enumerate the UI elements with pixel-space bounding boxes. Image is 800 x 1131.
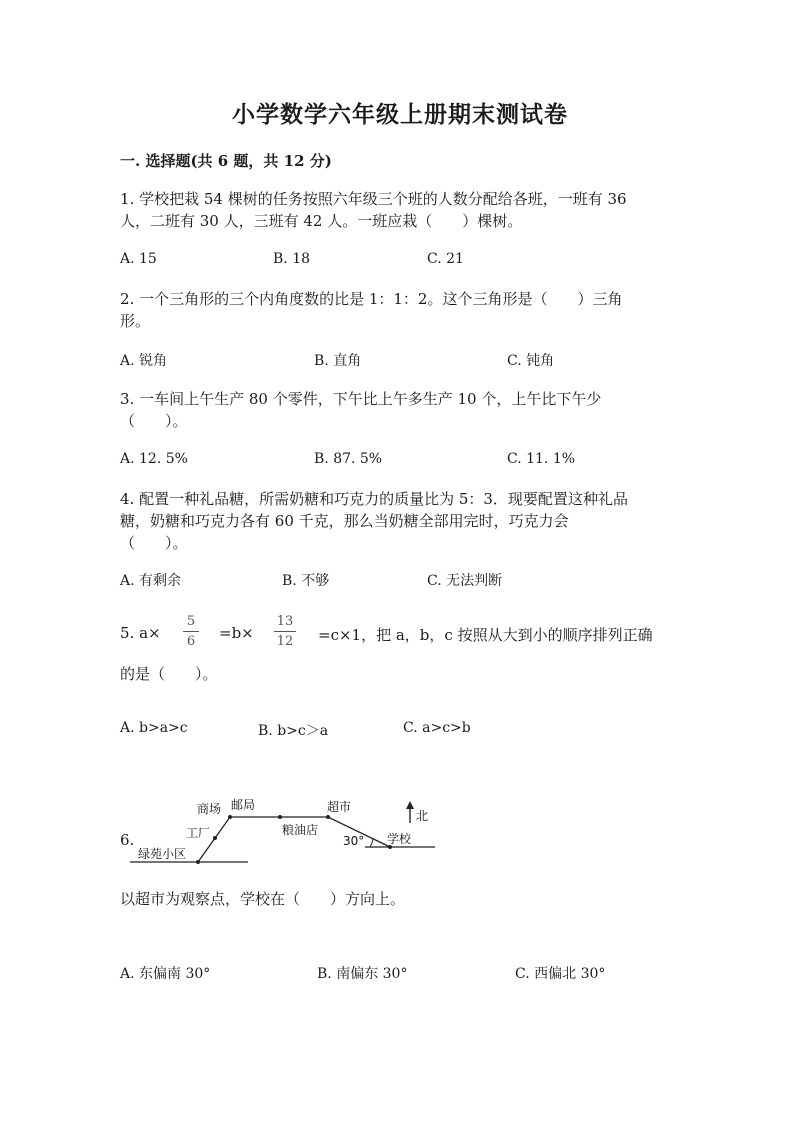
angle-arc <box>370 838 373 847</box>
question-4-line-3: （ ）。 <box>120 534 188 552</box>
question-1-option-b: B. 18 <box>273 251 311 267</box>
page-title: 小学数学六年级上册期末测试卷 <box>232 101 568 128</box>
label-school: 学校 <box>387 832 412 846</box>
question-4-option-a: A. 有剩余 <box>120 573 182 589</box>
question-1-line-1: 1. 学校把栽 54 棵树的任务按照六年级三个班的人数分配给各班，一班有 36 <box>120 190 627 208</box>
question-3-line-2: （ ）。 <box>120 412 188 430</box>
fraction-2-bar <box>274 631 296 632</box>
question-4-line-2: 糖，奶糖和巧克力各有 60 千克，那么当奶糖全部用完时，巧克力会 <box>120 512 569 530</box>
question-2-line-2: 形。 <box>120 312 151 330</box>
question-1-option-a: A. 15 <box>120 251 157 267</box>
question-2 <box>120 288 680 332</box>
fraction-1-numerator: 5 <box>186 614 196 629</box>
north-arrow-icon <box>406 801 414 809</box>
direction-diagram <box>130 795 440 870</box>
question-2-option-a: A. 锐角 <box>120 353 168 369</box>
question-3-option-a: A. 12. 5% <box>120 451 188 467</box>
dot-supermarket <box>326 815 330 819</box>
question-2-option-b: B. 直角 <box>314 353 362 369</box>
question-3-line-1: 3. 一车间上午生产 80 个零件，下午比上午多生产 10 个，上午比下午少 <box>120 390 602 408</box>
question-3 <box>120 388 680 432</box>
dot-factory <box>213 836 217 840</box>
question-5-middle: =b× <box>219 624 254 642</box>
question-4-line-1: 4. 配置一种礼品糖，所需奶糖和巧克力的质量比为 5：3．现要配置这种礼品 <box>120 490 628 508</box>
question-5-prefix: 5. a× <box>120 624 161 642</box>
question-6-option-c: C. 西偏北 30° <box>515 966 606 982</box>
fraction-1-denominator: 6 <box>186 634 196 649</box>
label-factory: 工厂 <box>186 826 211 840</box>
question-1 <box>120 188 680 232</box>
fraction-2-numerator: 13 <box>276 614 294 629</box>
question-2-option-c: C. 钝角 <box>507 353 555 369</box>
dot-shopping-mall <box>228 815 232 819</box>
dot-residential <box>196 860 200 864</box>
question-6-line-1: 以超市为观察点，学校在（ ）方向上。 <box>120 890 406 908</box>
fraction-2-denominator: 12 <box>276 634 294 649</box>
question-3-option-c: C. 11. 1% <box>507 451 576 467</box>
question-6-option-a: A. 东偏南 30° <box>120 966 211 982</box>
label-north: 北 <box>416 809 429 823</box>
fraction-1-bar <box>183 631 199 632</box>
question-5-suffix: =c×1，把 a，b，c 按照从大到小的顺序排列正确 <box>318 626 653 644</box>
label-residential: 绿苑小区 <box>138 847 187 861</box>
question-5-fraction-2 <box>274 613 296 650</box>
label-shopping-mall: 商场 <box>197 802 222 816</box>
question-5-option-a: A. b>a>c <box>120 720 188 736</box>
question-2-line-1: 2. 一个三角形的三个内角度数的比是 1：1：2。这个三角形是（ ）三角 <box>120 290 623 308</box>
label-post-office: 邮局 <box>231 798 256 812</box>
question-1-option-c: C. 21 <box>427 251 464 267</box>
question-1-line-2: 人，二班有 30 人，三班有 42 人。一班应栽（ ）棵树。 <box>120 212 523 230</box>
question-4 <box>120 488 680 554</box>
section-heading: 一. 选择题(共 6 题，共 12 分) <box>120 152 332 170</box>
label-supermarket: 超市 <box>327 800 352 814</box>
question-5-option-b: B. b>c＞a <box>258 723 329 739</box>
label-angle: 30° <box>343 834 365 848</box>
question-5-fraction-1 <box>183 613 199 650</box>
question-6-option-b: B. 南偏东 30° <box>317 966 408 982</box>
question-3-option-b: B. 87. 5% <box>314 451 383 467</box>
question-5-line-2: 的是（ ）。 <box>120 665 218 683</box>
dot-grain-shop <box>278 815 282 819</box>
question-4-option-c: C. 无法判断 <box>427 573 503 589</box>
label-grain-shop: 粮油店 <box>282 823 319 837</box>
question-4-option-b: B. 不够 <box>282 573 330 589</box>
question-5-option-c: C. a>c>b <box>403 720 471 736</box>
question-6-number: 6. <box>120 831 135 849</box>
